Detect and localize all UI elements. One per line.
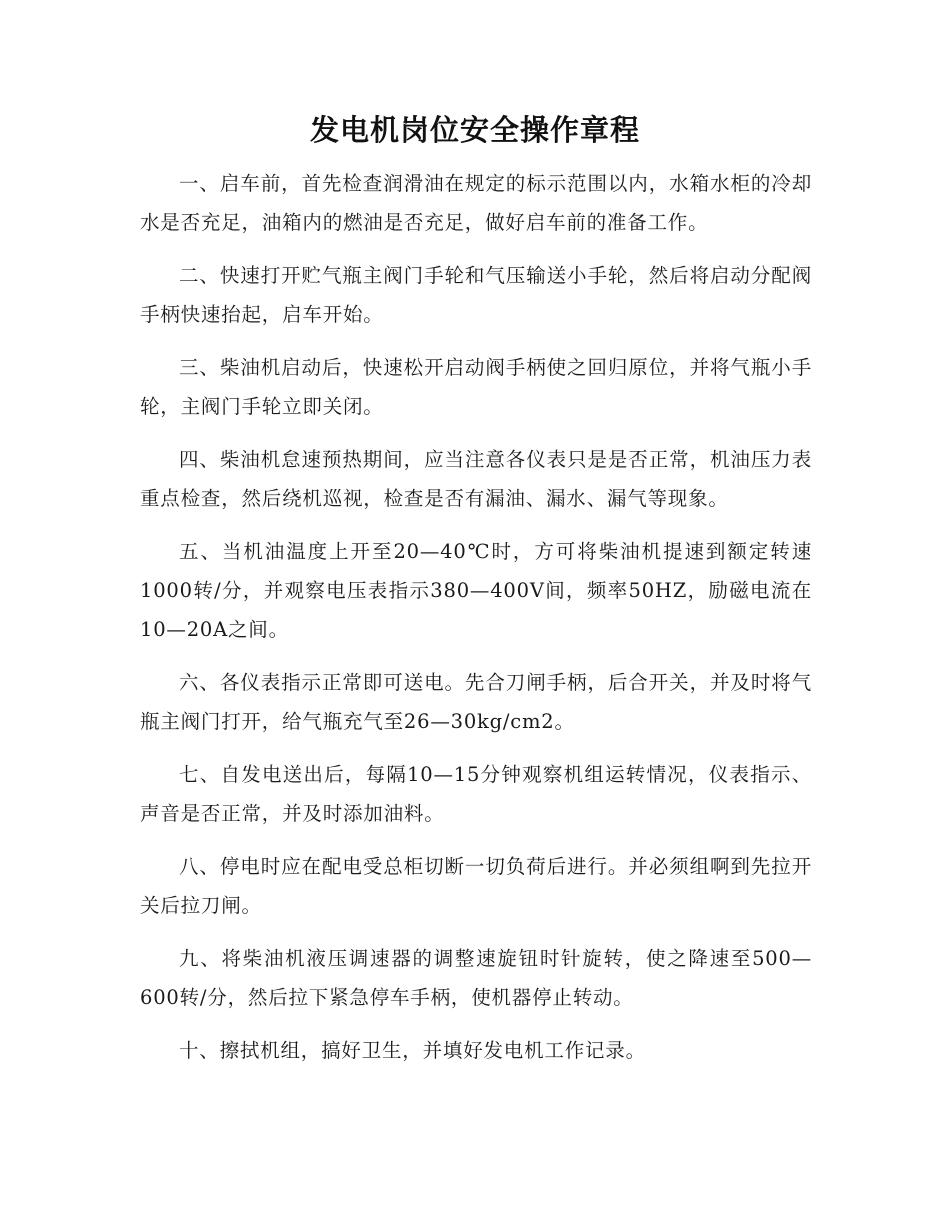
paragraph-8: 八、停电时应在配电受总柜切断一切负荷后进行。并必须组啊到先拉开关后拉刀闸。 [140,855,812,917]
paragraph-7: 七、自发电送出后，每隔10—15分钟观察机组运转情况，仪表指示、声音是否正常，并及时添加油料。 [140,763,812,825]
paragraph-9: 九、将柴油机液压调速器的调整速旋钮时针旋转，使之降速至500—600转/分，然后拉下紧急停车手柄，使机器停止转动。 [140,947,812,1009]
paragraph-2: 二、快速打开贮气瓶主阀门手轮和气压输送小手轮，然后将启动分配阀手柄快速抬起，启车开始。 [140,264,812,326]
paragraph-6: 六、各仪表指示正常即可送电。先合刀闸手柄，后合开关，并及时将气瓶主阀门打开，给气瓶充气至26—30kg/cm2。 [140,671,812,733]
page-title: 发电机岗位安全操作章程 [309,113,640,147]
paragraph-1: 一、启车前，首先检查润滑油在规定的标示范围以内，水箱水柜的冷却水是否充足，油箱内的燃油是否充足，做好启车前的准备工作。 [140,172,812,234]
document-body [140,164,812,1084]
paragraph-3: 三、柴油机启动后，快速松开启动阀手柄使之回归原位，并将气瓶小手轮，主阀门手轮立即关闭。 [140,356,812,418]
paragraph-4: 四、柴油机怠速预热期间，应当注意各仪表只是是否正常，机油压力表重点检查，然后绕机巡视，检查是否有漏油、漏水、漏气等现象。 [140,448,812,510]
paragraph-10: 十、擦拭机组，搞好卫生，并填好发电机工作记录。 [179,1039,646,1062]
paragraph-5: 五、当机油温度上开至20—40℃时，方可将柴油机提速到额定转速1000转/分，并观察电压表指示380—400V间，频率50HZ，励磁电流在10—20A之间。 [140,540,812,641]
